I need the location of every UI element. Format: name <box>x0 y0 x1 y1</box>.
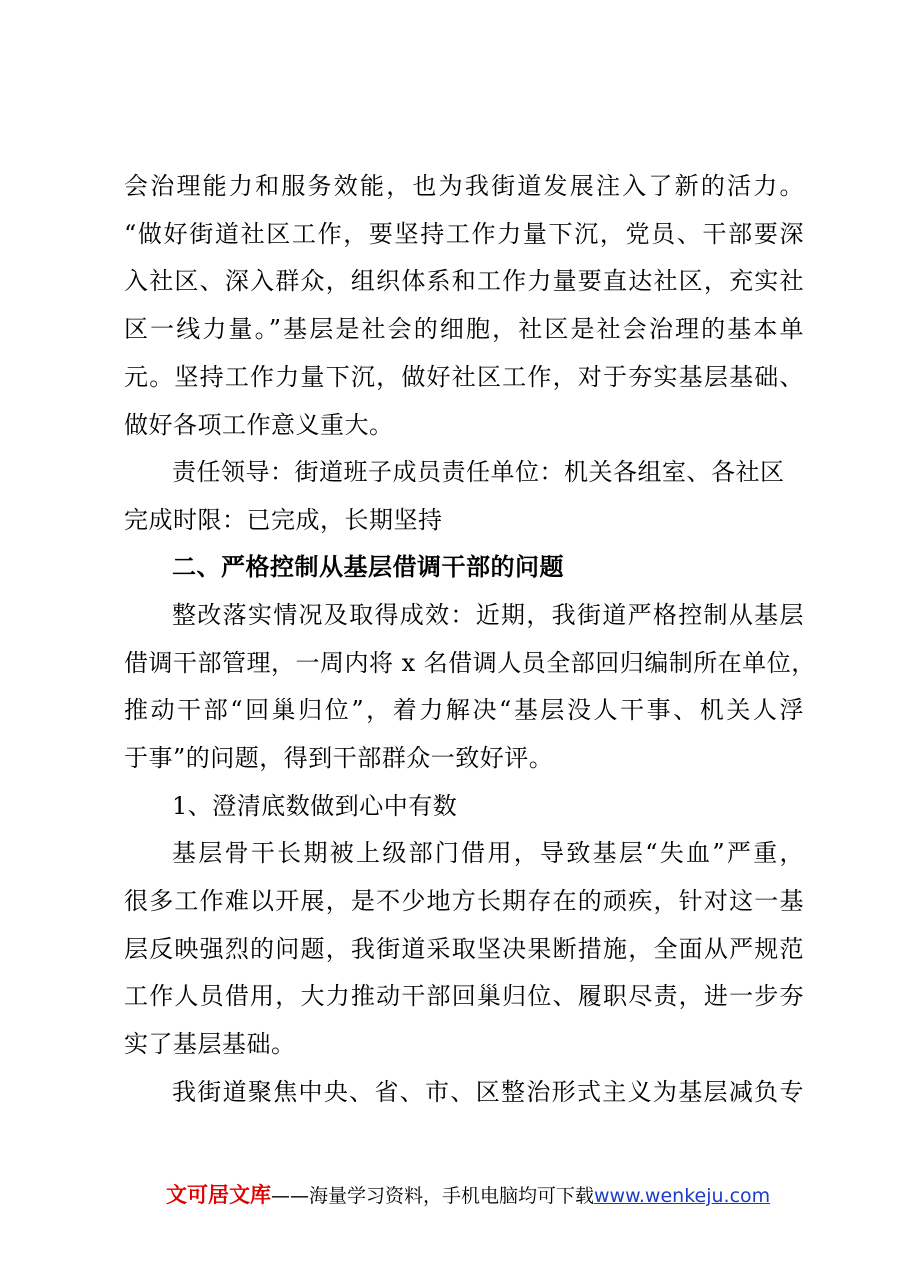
paragraph-line: 于事”的问题，得到干部群众一致好评。 <box>124 744 554 772</box>
paragraph-line: 实了基层基础。 <box>124 1030 296 1058</box>
paragraph-line: 入社区、深入群众，组织体系和工作力量要直达社区，充实社 <box>124 267 804 295</box>
paragraph-line: 整改落实情况及取得成效：近期，我街道严格控制从基层 <box>172 601 804 629</box>
paragraph-line: “做好街道社区工作，要坚持工作力量下沉，党员、干部要深 <box>124 220 804 248</box>
footer-slogan: ——海量学习资料，手机电脑均可下载 <box>271 1185 595 1207</box>
section-heading: 二、严格控制从基层借调干部的问题 <box>172 553 564 581</box>
paragraph-line: 层反映强烈的问题，我街道采取坚决果断措施，全面从严规范 <box>124 935 804 963</box>
subsection-heading: 1、澄清底数做到心中有数 <box>172 792 458 820</box>
footer-brand: 文可居文库 <box>166 1183 271 1207</box>
paragraph-line: 工作人员借用，大力推动干部回巢归位、履职尽责，进一步夯 <box>124 982 804 1010</box>
paragraph-line: 区一线力量。”基层是社会的细胞，社区是社会治理的基本单 <box>124 315 804 343</box>
paragraph-line: 我街道聚焦中央、省、市、区整治形式主义为基层减负专 <box>172 1078 804 1106</box>
footer-banner <box>166 1180 770 1211</box>
paragraph-line: 会治理能力和服务效能，也为我街道发展注入了新的活力。 <box>124 172 804 200</box>
paragraph-line: 做好各项工作意义重大。 <box>124 411 394 439</box>
footer-link[interactable]: www.wenkeju.com <box>594 1185 771 1207</box>
paragraph-line: 很多工作难以开展，是不少地方长期存在的顽疾，针对这一基 <box>124 887 804 915</box>
paragraph-line: 基层骨干长期被上级部门借用，导致基层“失血”严重， <box>172 839 804 867</box>
responsibility-line: 责任领导：街道班子成员责任单位：机关各组室、各社区 <box>172 458 785 486</box>
paragraph-line: 推动干部“回巢归位”，着力解决“基层没人干事、机关人浮 <box>124 696 804 724</box>
paragraph-line: 元。坚持工作力量下沉，做好社区工作，对于夯实基层基础、 <box>124 363 804 391</box>
paragraph-line: 借调干部管理，一周内将 x 名借调人员全部回归编制所在单位， <box>124 649 816 677</box>
deadline-line: 完成时限：已完成，长期坚持 <box>124 506 443 534</box>
